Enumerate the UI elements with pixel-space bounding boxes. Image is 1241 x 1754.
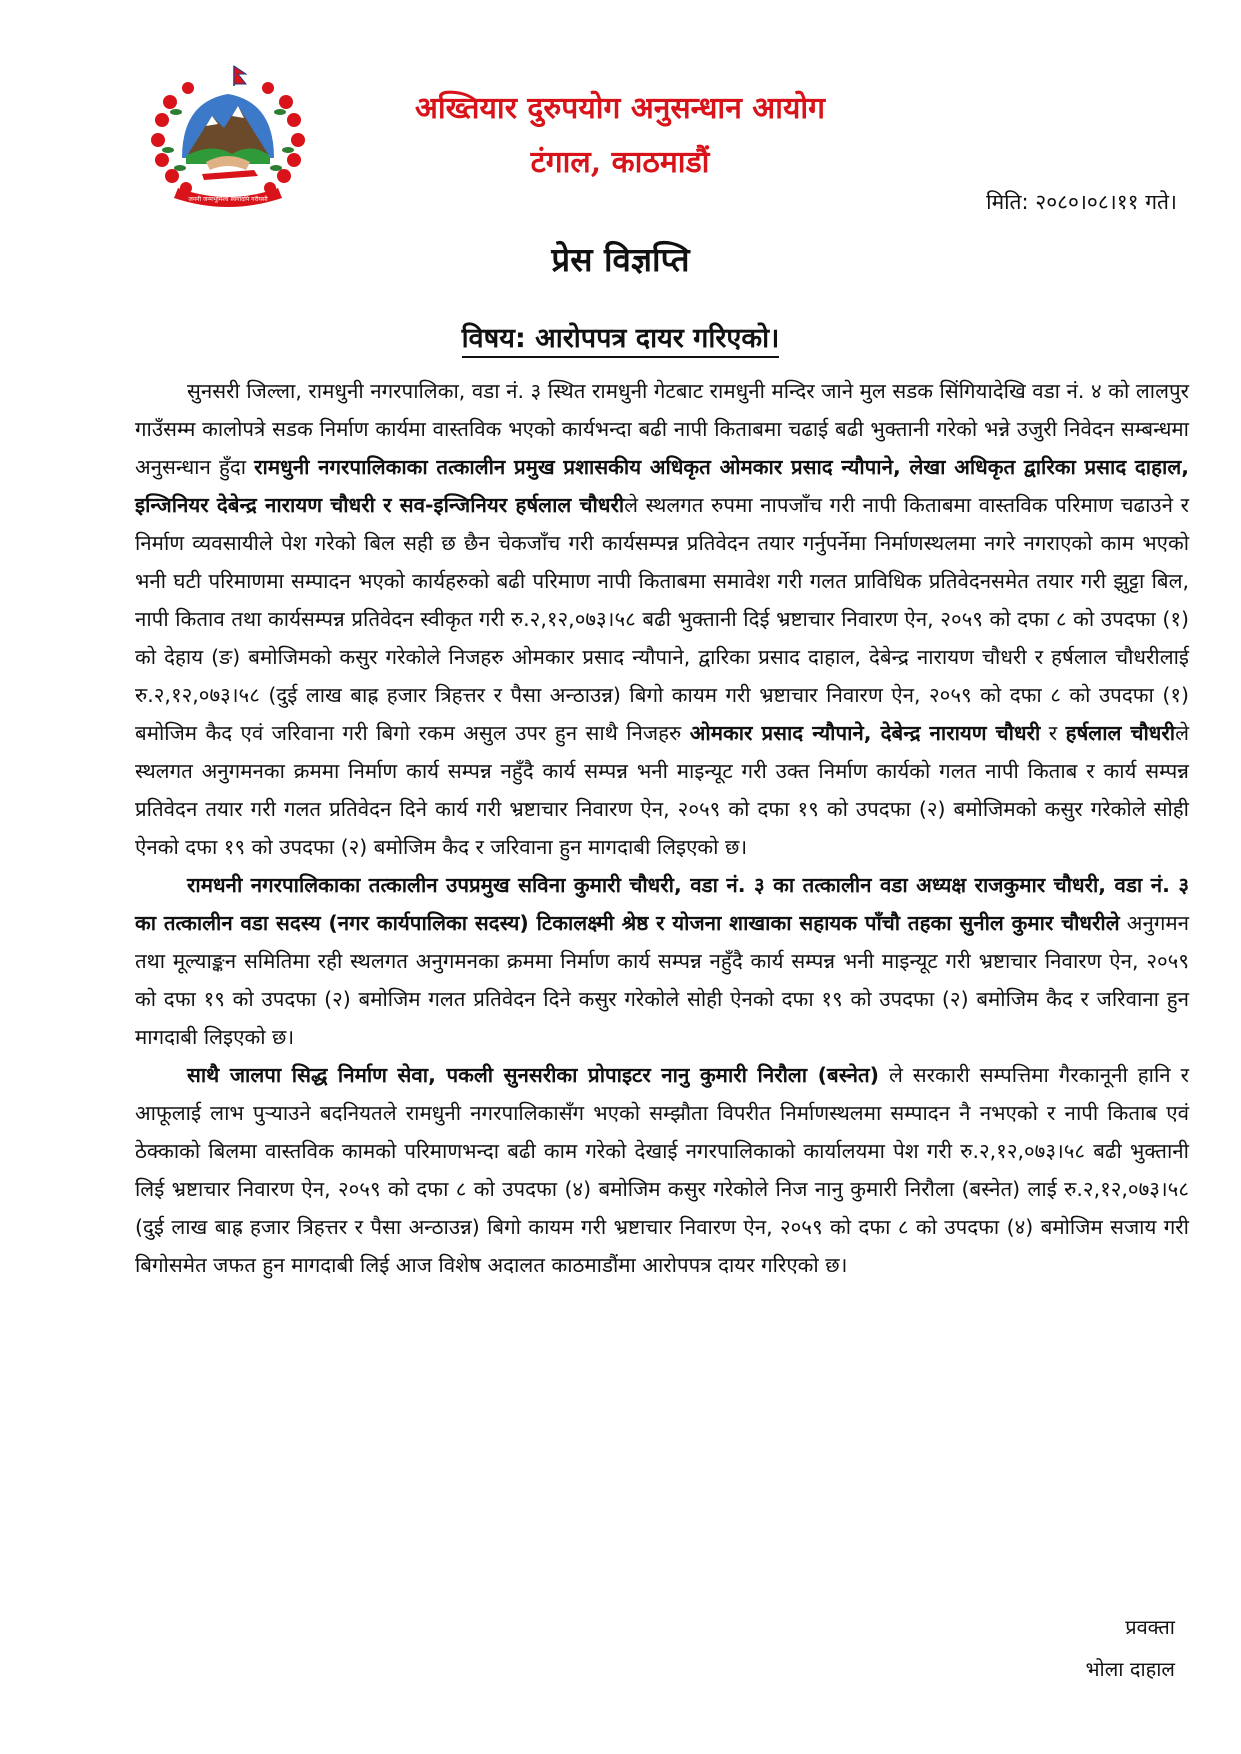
text-run: ले स्थलगत रुपमा नापजाँच गरी नापी किताबमा वास्तविक परिमाण चढाउने र निर्माण व्यवसायीले पेश गरेको बिल सही छ छैन चेकजाँच गरी कार्यसम्पन्न प्रतिवेदन तयार गर्नुपर्नेमा निर्माणस्थलमा नगरे नगराएको काम भएको भनी घटी परिमाणमा सम्पादन भएको कार्यहरुको बढी परिमाण नापी किताबमा समावेश गरी गलत प्राविधिक प्रतिवेदनसमेत तयार गरी झुट्टा बिल, नापी किताव तथा कार्यसम्पन्न प्रतिवेदन स्वीकृत गरी रु.२,१२,०७३।५८ बढी भुक्तानी दिई भ्रष्टाचार निवारण ऐन, २०५९ को दफा ८ को उपदफा (१) को देहाय (ङ) बमोजिमको कसुर गरेकोले निजहरु ओमकार प्रसाद न्यौपाने, द्वारिका प्रसाद दाहाल, देबेन्द्र नारायण चौधरी र हर्षलाल चौधरीलाई रु.२,१२,०७३।५८ (दुई लाख बाह्र हजार त्रिहत्तर र पैसा अन्ठाउन्न) बिगो कायम गरी भ्रष्टाचार निवारण ऐन, २०५९ को दफा ८ को उपदफा (१) बमोजिम कैद एवं जरिवाना गरी बिगो रकम असुल उपर हुन साथै निजहरु — [135, 493, 1189, 745]
body-paragraph — [135, 866, 1189, 1056]
spokesperson-role: प्रवक्ता — [1125, 1615, 1175, 1639]
bold-text-run: हर्षलाल चौधरी — [1065, 721, 1176, 745]
bold-text-run: रामधनी नगरपालिकाका तत्कालीन उपप्रमुख सविना कुमारी चौधरी, वडा नं. ३ का तत्कालीन वडा अध्यक्ष राजकुमार चौधरी, वडा नं. ३ का तत्कालीन वडा सदस्य (नगर कार्यपालिका सदस्य) टिकालक्ष्मी श्रेष्ठ र योजना शाखाका सहायक पाँचौ तहका सुनील कुमार चौधरीले — [135, 873, 1189, 935]
body-paragraph — [135, 372, 1189, 866]
text-run: ले स्थलगत अनुगमनका क्रममा निर्माण कार्य सम्पन्न नहुँदै कार्य सम्पन्न भनी माइन्यूट गरी उक्त निर्माण कार्यको गलत नापी किताब र कार्य सम्पन्न प्रतिवेदन तयार गरी गलत प्रतिवेदन दिने कार्य गरी भ्रष्टाचार निवारण ऐन, २०५९ को दफा १९ को उपदफा (२) बमोजिमको कसुर गरेकोले सोही ऐनको दफा १९ को उपदफा (२) बमोजिम कैद र जरिवाना हुन मागदाबी लिइएको छ। — [135, 721, 1189, 859]
text-run: ले सरकारी सम्पत्तिमा गैरकानूनी हानि र आफूलाई लाभ पुऱ्याउने बदनियतले रामधुनी नगरपालिकासँग भएको सम्झौता विपरीत निर्माणस्थलमा सम्पादन नै नभएको र नापी किताब एवं ठेक्काको बिलमा वास्तविक कामको परिमाणभन्दा बढी काम गरेको देखाई नगरपालिकाको कार्यालयमा पेश गरी रु.२,१२,०७३।५८ बढी भुक्तानी लिई भ्रष्टाचार निवारण ऐन, २०५९ को दफा ८ को उपदफा (४) बमोजिम कसुर गरेकोले निज नानु कुमारी निरौला (बस्नेत) लाई रु.२,१२,०७३।५८ (दुई लाख बाह्र हजार त्रिहत्तर र पैसा अन्ठाउन्न) बिगो कायम गरी भ्रष्टाचार निवारण ऐन, २०५९ को दफा ८ को उपदफा (४) बमोजिम सजाय गरी बिगोसमेत जफत हुन मागदाबी लिई आज विशेष अदालत काठमाडौंमा आरोपपत्र दायर गरिएको छ। — [135, 1063, 1189, 1277]
text-run: र — [1040, 721, 1066, 745]
organization-name: अख्तियार दुरुपयोग अनुसन्धान आयोग — [414, 91, 826, 126]
body-paragraph — [135, 1056, 1189, 1284]
bold-text-run: रामधुनी नगरपालिकाका तत्कालीन प्रमुख प्रशासकीय अधिकृत ओमकार प्रसाद न्यौपाने, लेखा अधिकृत द्वारिका प्रसाद दाहाल, इन्जिनियर देबेन्द्र नारायण चौधरी र सव-इन्जिनियर हर्षलाल चौधरी — [135, 455, 1190, 517]
spokesperson-name: भोला दाहाल — [1085, 1657, 1175, 1681]
document-date: मिति: २०८०।०८।११ गते। — [986, 190, 1177, 214]
bold-text-run: साथै जालपा सिद्ध निर्माण सेवा, पकली सुनसरीका प्रोपाइटर नानु कुमारी निरौला (बस्नेत) — [187, 1063, 880, 1087]
subject-line-container — [0, 318, 1241, 355]
page-title: प्रेस विज्ञप्ति — [551, 240, 690, 279]
signature-block — [1086, 1606, 1176, 1690]
press-release-body — [135, 372, 1189, 1284]
text-run: सुनसरी जिल्ला, रामधुनी नगरपालिका, वडा नं. ३ स्थित रामधुनी गेटबाट रामधुनी मन्दिर जाने मुल सडक सिंगियादेखि वडा नं. ४ को लालपुर गाउँसम्म कालोपत्रे सडक निर्माण कार्यमा वास्तविक भएको कार्यभन्दा बढी नापी किताबमा चढाई बढी भुक्तानी गरेको भन्ने उजुरी निवेदन सम्बन्धमा अनुसन्धान हुँदा — [135, 379, 1189, 479]
emblem-motto: जननी जन्मभूमिश्च स्वर्गादपि गरीयसी — [188, 196, 268, 203]
text-run: अनुगमन तथा मूल्याङ्कन समितिमा रही स्थलगत अनुगमनका क्रममा निर्माण कार्य सम्पन्न नहुँदै कार्य सम्पन्न भनी माइन्यूट गरी भ्रष्टाचार निवारण ऐन, २०५९ को दफा १९ को उपदफा (२) बमोजिम गलत प्रतिवेदन दिने कसुर गरेकोले सोही ऐनको दफा १९ को उपदफा (२) बमोजिम कैद र जरिवाना हुन मागदाबी लिइएको छ। — [135, 911, 1190, 1049]
subject-line: विषय: आरोपपत्र दायर गरिएको। — [462, 323, 780, 358]
nepal-emblem-icon — [142, 62, 314, 212]
organization-location: टंगाल, काठमाडौं — [530, 145, 710, 180]
bold-text-run: ओमकार प्रसाद न्यौपाने, देबेन्द्र नारायण चौधरी — [689, 721, 1041, 745]
